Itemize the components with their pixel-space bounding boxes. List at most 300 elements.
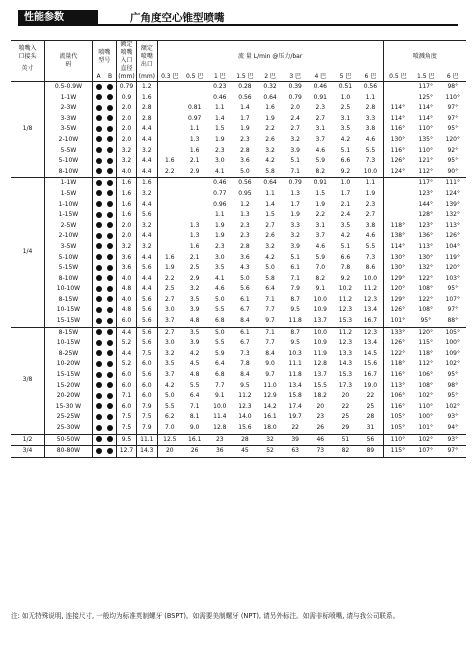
flow-value [157, 103, 182, 114]
orifice-diameter: 4.4 [137, 200, 157, 211]
flow-code: 5-5W [45, 146, 93, 157]
spray-angle: 114° [418, 104, 433, 112]
filled-circle-icon [96, 233, 102, 239]
inlet-diameter: 0.9 [116, 93, 136, 104]
angle-pressure-header: 1.5 巴 [417, 73, 435, 80]
flow-value: 4.5 [189, 360, 200, 368]
spray-angle: 102° [445, 402, 460, 410]
flow-value: 2.5 [165, 285, 175, 293]
flow-value: 2.3 [240, 135, 250, 143]
spray-angle: 102° [445, 360, 460, 368]
flow-value: 2.3 [240, 221, 250, 229]
flow-value [182, 200, 207, 211]
flow-value: 0.95 [238, 189, 252, 197]
inlet-diameter: 6.0 [116, 316, 136, 327]
spray-angle: 93° [447, 435, 459, 443]
flow-value: 2.8 [240, 242, 250, 250]
spray-angle: 126° [390, 339, 406, 347]
filled-circle-icon [107, 286, 113, 292]
spray-angle: 130° [390, 135, 406, 143]
inlet-size: 1/4 [11, 178, 45, 327]
flow-value: 5.8 [265, 274, 275, 282]
flow-value: 1.5 [265, 211, 275, 219]
flow-value: 73 [316, 447, 325, 455]
model-b-dot [104, 200, 116, 211]
inlet-diameter: 2.0 [116, 103, 136, 114]
flow-value: 9.1 [315, 285, 326, 293]
spray-angle: 112° [418, 360, 433, 368]
filled-circle-icon [107, 158, 113, 164]
spray-angle: 106° [390, 392, 406, 400]
flow-value [157, 242, 182, 253]
model-b-dot [104, 434, 116, 446]
orifice-diameter: 1.6 [137, 178, 157, 189]
flow-value: 12.3 [338, 306, 353, 314]
model-a-dot [92, 146, 104, 157]
spray-angle: 105° [390, 424, 406, 431]
flow-value: 5.0 [215, 295, 225, 303]
model-a-dot [92, 189, 104, 200]
flow-value [182, 189, 207, 200]
flow-value: 2.2 [315, 211, 326, 219]
model-b-dot [104, 349, 116, 360]
flow-value: 15.3 [338, 317, 353, 325]
flow-code: 1-1W [45, 178, 93, 189]
flow-value: 8.7 [290, 295, 300, 303]
flow-value: 15.3 [338, 371, 353, 379]
orifice-diameter: 2.8 [137, 103, 157, 114]
flow-value: 3.8 [358, 124, 383, 135]
flow-value: 2.7 [165, 295, 175, 303]
flow-value: 26 [316, 424, 325, 431]
model-b-dot [104, 146, 116, 157]
filled-circle-icon [107, 168, 113, 174]
spray-angle: 100° [418, 413, 433, 421]
spray-angle: 118° [418, 349, 433, 357]
model-b-dot [104, 124, 116, 135]
flow-value: 0.23 [213, 83, 227, 90]
flow-value: 11.2 [338, 328, 353, 336]
flow-value: 7.7 [215, 381, 225, 389]
flow-value: 3.2 [290, 232, 300, 240]
flow-value: 16.1 [263, 413, 277, 421]
flow-value: 13.4 [358, 338, 383, 349]
flow-value: 26 [190, 447, 199, 455]
model-a-dot [92, 305, 104, 316]
flow-code: 2-3W [45, 103, 93, 114]
flow-value: 13.3 [338, 349, 353, 357]
flow-value: 7.0 [315, 264, 326, 272]
flow-value: 4.1 [215, 167, 225, 175]
flow-value: 7.3 [358, 156, 383, 167]
flow-value: 2.7 [165, 328, 175, 336]
flow-value [157, 135, 182, 146]
spray-angle: 124° [445, 189, 460, 197]
spray-angle: 132° [418, 264, 433, 272]
flow-value: 1.1 [215, 104, 225, 112]
flow-value: 3.2 [165, 349, 175, 357]
flow-value: 5.5 [165, 402, 175, 410]
model-b-dot [104, 263, 116, 274]
filled-circle-icon [96, 94, 102, 100]
flow-value: 3.5 [340, 221, 351, 229]
flow-value: 4.6 [358, 231, 383, 242]
model-b-dot [104, 316, 116, 327]
unit-mm-inlet: (mm) [118, 73, 135, 80]
model-a-dot [92, 82, 104, 93]
model-a-dot [92, 93, 104, 104]
spray-angle: 122° [418, 295, 433, 303]
flow-value: 5.8 [265, 167, 275, 175]
col-inlet: 喷嘴入口接头 英寸 [11, 41, 45, 82]
orifice-diameter: 3.2 [137, 189, 157, 200]
flow-value: 10.2 [338, 285, 353, 293]
spray-angle: 129° [390, 295, 406, 303]
flow-value [182, 210, 207, 221]
flow-value: 3.9 [189, 339, 200, 347]
flow-value [157, 210, 182, 221]
flow-value: 0.51 [338, 83, 353, 90]
flow-value: 22 [358, 391, 383, 402]
table-row [11, 446, 466, 458]
spray-angle: 113° [390, 381, 406, 389]
table-row [11, 103, 466, 114]
flow-value: 36 [215, 447, 224, 455]
flow-value: 12.3 [238, 402, 252, 410]
filled-circle-icon [96, 350, 102, 356]
filled-circle-icon [96, 296, 102, 302]
flow-value: 11.2 [358, 284, 383, 295]
filled-circle-icon [96, 448, 102, 454]
filled-circle-icon [107, 254, 113, 260]
flow-value: 19.0 [358, 381, 383, 392]
flow-value: 5.0 [265, 264, 275, 272]
flow-value: 3.1 [315, 125, 326, 133]
flow-value: 82 [341, 447, 350, 455]
flow-value: 6.1 [240, 328, 250, 336]
flow-value: 6.1 [240, 295, 250, 303]
flow-value: 18.0 [263, 424, 277, 431]
flow-value: 4.2 [340, 232, 351, 240]
spray-angle: 124° [390, 167, 406, 175]
table-row [11, 316, 466, 327]
col-flow: 流 量 L/min @压力/bar [157, 41, 383, 74]
footnote: 注: 如无特殊说明, 连接尺寸, 一般均为标准英制螺牙 (BSPT)。如需要美制螺牙 (NPT), 请另外标注。如需非标喷嘴, 请与我公司联系。 [11, 612, 400, 620]
flow-value: 11.2 [338, 295, 353, 303]
inlet-diameter: 3.6 [116, 253, 136, 264]
flow-value: 63 [291, 447, 299, 455]
table-row [11, 189, 466, 200]
spray-angle: 105° [390, 413, 406, 421]
flow-value: 3.2 [265, 242, 275, 250]
spray-angle: 90° [447, 167, 459, 175]
flow-value: 4.2 [189, 349, 200, 357]
angle-pressure-header: 6 巴 [446, 73, 459, 80]
inlet-diameter: 3.2 [116, 242, 136, 253]
flow-value: 8.1 [189, 413, 200, 421]
flow-value: 0.28 [238, 83, 252, 90]
flow-value: 3.1 [315, 221, 326, 229]
flow-value: 15.6 [238, 424, 252, 431]
flow-value: 7.1 [265, 295, 275, 303]
flow-value: 6.2 [165, 413, 175, 421]
flow-value: 13.4 [288, 381, 302, 389]
table-row [11, 93, 466, 104]
flow-value: 1.6 [165, 253, 175, 261]
spray-angle: 95° [447, 392, 459, 400]
inlet-diameter: 12.7 [116, 446, 136, 458]
flow-value: 12.3 [358, 295, 383, 306]
flow-value: 0.91 [313, 179, 327, 187]
orifice-diameter: 5.6 [137, 316, 157, 327]
model-a-dot [92, 124, 104, 135]
spray-angle: 112° [418, 167, 433, 175]
flow-value: 3.5 [215, 264, 225, 272]
flow-value: 5.0 [240, 167, 250, 175]
filled-circle-icon [96, 190, 102, 196]
flow-code: 5-15W [45, 263, 93, 274]
spray-angle: 116° [390, 402, 406, 410]
flow-value: 13.7 [313, 317, 327, 325]
flow-code: 10-15W [45, 305, 93, 316]
flow-value: 9.2 [340, 274, 351, 282]
flow-value: 0.56 [358, 82, 383, 93]
flow-value: 16.7 [358, 316, 383, 327]
flow-value: 25 [358, 402, 383, 413]
spray-angle: 115° [418, 339, 433, 347]
flow-value: 9.2 [340, 167, 351, 175]
flow-value [157, 82, 182, 93]
flow-value: 5.5 [215, 339, 225, 347]
flow-value: 9.7 [265, 371, 275, 379]
flow-value: 56 [358, 434, 383, 446]
orifice-diameter: 4.4 [137, 167, 157, 178]
flow-value [157, 189, 182, 200]
flow-code: 1-10W [45, 200, 93, 211]
spray-angle: 110° [418, 402, 433, 410]
filled-circle-icon [107, 307, 113, 313]
flow-value: 3.7 [315, 232, 326, 240]
flow-value: 3.5 [189, 295, 200, 303]
flow-code: 5-10W [45, 156, 93, 167]
model-a-dot [92, 114, 104, 125]
model-b-dot [104, 370, 116, 381]
flow-value: 1.6 [165, 157, 175, 165]
flow-value: 1.3 [240, 211, 250, 219]
flow-value: 9.5 [290, 339, 300, 347]
flow-value: 5.0 [165, 392, 175, 400]
flow-value: 2.5 [189, 264, 200, 272]
spray-angle: 110° [390, 435, 406, 443]
spray-angle: 129° [390, 274, 406, 282]
flow-value: 2.7 [265, 221, 275, 229]
spray-angle: 128° [418, 211, 433, 219]
flow-value [157, 124, 182, 135]
pressure-header: 4 巴 [314, 73, 327, 80]
filled-circle-icon [96, 340, 102, 346]
flow-value: 4.6 [358, 135, 383, 146]
flow-code: 5-10W [45, 253, 93, 264]
flow-value [157, 221, 182, 232]
model-a-dot [92, 221, 104, 232]
filled-circle-icon [96, 136, 102, 142]
spray-angle: 139° [445, 200, 460, 208]
model-a-dot [92, 446, 104, 458]
inlet-diameter: 2.0 [116, 221, 136, 232]
flow-value: 6.8 [215, 371, 225, 379]
spray-angle: 138° [390, 232, 406, 240]
inlet-diameter: 7.5 [116, 423, 136, 434]
flow-value: 5.6 [240, 285, 250, 293]
model-b-dot [104, 402, 116, 413]
filled-circle-icon [96, 84, 102, 90]
flow-value: 0.79 [288, 179, 302, 187]
flow-value: 8.2 [315, 274, 326, 282]
flow-value: 5.5 [215, 306, 225, 314]
filled-circle-icon [107, 296, 113, 302]
flow-value: 0.46 [213, 179, 227, 187]
flow-value: 3.2 [265, 146, 275, 154]
filled-circle-icon [107, 212, 113, 218]
spray-angle: 98° [447, 83, 459, 90]
inlet-diameter: 4.0 [116, 167, 136, 178]
flow-code: 2-10W [45, 231, 93, 242]
flow-value: 5.1 [340, 242, 351, 250]
flow-value: 1.1 [265, 189, 275, 197]
col-inch: 英寸 [21, 65, 34, 72]
flow-value: 0.46 [213, 93, 227, 101]
table-row [11, 370, 466, 381]
inlet-diameter: 4.4 [116, 327, 136, 338]
pressure-header: 2 巴 [264, 73, 276, 80]
filled-circle-icon [107, 414, 113, 420]
model-b-dot [104, 135, 116, 146]
filled-circle-icon [107, 372, 113, 378]
spray-angle: 107° [445, 295, 460, 303]
model-a-dot [92, 210, 104, 221]
filled-circle-icon [107, 425, 113, 431]
model-b-dot [104, 412, 116, 423]
flow-value: 9.5 [290, 306, 300, 314]
flow-value: 10.9 [313, 339, 327, 347]
filled-circle-icon [107, 361, 113, 367]
flow-value: 0.46 [313, 83, 327, 90]
filled-circle-icon [96, 286, 102, 292]
flow-value: 12.3 [358, 327, 383, 338]
flow-value: 2.7 [358, 210, 383, 221]
inlet-diameter: 3.6 [116, 263, 136, 274]
model-a-dot [92, 231, 104, 242]
flow-value: 15.6 [358, 359, 383, 370]
spray-angle: 125° [418, 93, 433, 101]
flow-value: 4.3 [240, 264, 250, 272]
model-b-dot [104, 221, 116, 232]
flow-value: 7.8 [340, 264, 351, 272]
flow-code: 2-10W [45, 135, 93, 146]
flow-value: 8.4 [240, 371, 250, 379]
table-row [11, 82, 466, 93]
flow-code: 8-15W [45, 295, 93, 306]
filled-circle-icon [107, 382, 113, 388]
filled-circle-icon [107, 329, 113, 335]
spray-angle: 88° [447, 317, 459, 325]
flow-value: 9.0 [265, 360, 275, 368]
flow-value: 39 [291, 435, 299, 443]
flow-value: 8.6 [358, 263, 383, 274]
flow-value: 23 [316, 413, 325, 421]
flow-code: 15-30 W [45, 402, 93, 413]
spray-angle: 97° [447, 114, 459, 122]
model-a-dot [92, 103, 104, 114]
flow-value: 7.0 [165, 424, 175, 431]
flow-value: 46 [316, 435, 325, 443]
flow-value: 2.0 [290, 104, 300, 112]
model-a-dot [92, 412, 104, 423]
flow-value: 10.0 [358, 167, 383, 178]
flow-value: 29 [341, 424, 350, 431]
flow-value: 0.56 [238, 93, 252, 101]
spray-angle: 107° [418, 447, 433, 455]
flow-value: 0.77 [213, 189, 227, 197]
filled-circle-icon [96, 243, 102, 249]
orifice-diameter: 3.2 [137, 242, 157, 253]
model-b-dot [104, 391, 116, 402]
spray-angle: 110° [445, 93, 460, 101]
flow-value: 3.0 [165, 306, 175, 314]
flow-value [182, 82, 207, 93]
flow-value: 1.9 [165, 264, 175, 272]
flow-value: 4.8 [189, 371, 200, 379]
spray-angle: 123° [418, 189, 433, 197]
spray-angle: 114° [390, 104, 406, 112]
flow-value: 14.3 [338, 360, 353, 368]
model-b-dot [104, 327, 116, 338]
filled-circle-icon [107, 147, 113, 153]
col-model-b: B [104, 73, 116, 82]
flow-value: 89 [358, 446, 383, 458]
flow-value: 1.3 [189, 221, 200, 229]
flow-value: 19.7 [288, 413, 302, 421]
model-b-dot [104, 167, 116, 178]
flow-value: 10.0 [358, 274, 383, 285]
inlet-diameter: 5.2 [116, 338, 136, 349]
filled-circle-icon [96, 201, 102, 207]
spray-angle: 95° [447, 285, 459, 293]
orifice-diameter: 6.0 [137, 359, 157, 370]
table-row [11, 284, 466, 295]
flow-value: 1.9 [315, 200, 326, 208]
spray-angle: 114° [390, 242, 406, 250]
col-angle: 喷溅角度 [412, 53, 437, 60]
spray-angle: 93° [447, 413, 459, 421]
flow-code: 0.5-0.9W [45, 82, 93, 93]
flow-value: 9.7 [265, 317, 275, 325]
model-b-dot [104, 359, 116, 370]
flow-value: 52 [266, 447, 274, 455]
orifice-diameter: 2.8 [137, 114, 157, 125]
spray-angle: 95° [420, 317, 432, 325]
table-row [11, 200, 466, 211]
pressure-header: 1.5 巴 [236, 73, 254, 80]
flow-value: 4.6 [315, 242, 326, 250]
filled-circle-icon [107, 105, 113, 111]
spray-angle [383, 93, 412, 104]
inlet-diameter: 6.0 [116, 381, 136, 392]
flow-value: 1.1 [358, 178, 383, 189]
flow-value: 28 [241, 435, 249, 443]
spray-angle: 97° [447, 306, 459, 314]
flow-value: 18.2 [313, 392, 327, 400]
